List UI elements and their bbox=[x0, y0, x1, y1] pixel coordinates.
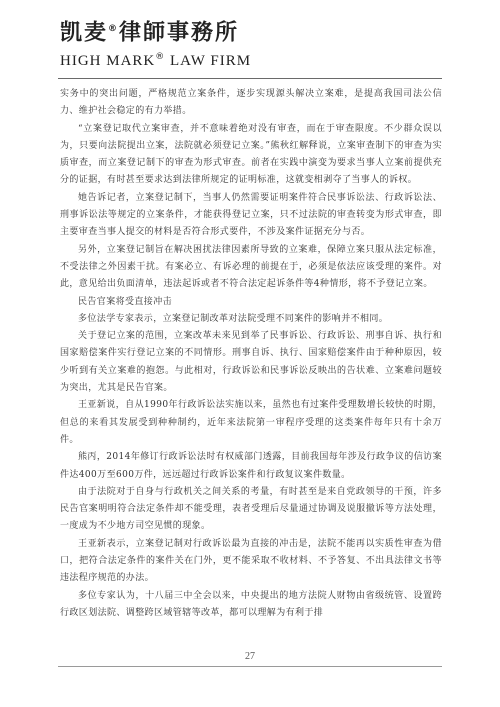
footer-divider bbox=[58, 666, 442, 667]
paragraph: 熊丙，2014年修订行政诉讼法时有权威部门透露，目前我国每年涉及行政争议的信访案件达400万至600万件，远远超过行政诉讼案件和行政复议案件数量。 bbox=[60, 452, 442, 480]
logo-english-part-a: HIGH MARK bbox=[60, 53, 156, 70]
header-divider bbox=[58, 78, 442, 79]
logo-english-part-b: LAW FIRM bbox=[170, 53, 252, 70]
paragraph: 多位专家认为，十八届三中全会以来，中央提出的地方法院人财物由省级统管、设置跨行政区划法院、调整跨区域管辖等改革，都可以理解为有利于排 bbox=[60, 590, 442, 618]
logo-chinese-part-b: 律師事務所 bbox=[119, 19, 240, 46]
registered-mark-icon: ® bbox=[108, 24, 120, 34]
law-firm-logo bbox=[60, 16, 260, 76]
paragraph: 王亚新说，自从1990年行政诉讼法实施以来，虽然也有过案件受理数增长较快的时期，但总的来看其发展受到种种制约，近年来法院第一审程序受理的这类案件每年只有十余万件。 bbox=[60, 400, 442, 445]
document-body bbox=[60, 86, 442, 622]
paragraph: 她告诉记者，立案登记制下，当事人仍然需要证明案件符合民事诉讼法、行政诉讼法、刑事诉讼法等规定的立案条件，才能获得登记立案，只不过法院的审查转变为形式审查，即主要审查当事人提交的材料是否符合形式要件，不涉及案件证据充分与否。 bbox=[60, 192, 442, 238]
paragraph: 由于法院对于自身与行政机关之间关系的考量，有时甚至是来自党政领导的干预，许多民告官案明明符合法定条件却不能受理，表者受理后尽量通过协调及说服撤诉等方法处理，一度成为不少地方司空见惯的现象。 bbox=[60, 486, 442, 532]
paragraph: 王亚新表示，立案登记制对行政诉讼最为直接的冲击是，法院不能再以实质性审查为借口，把符合法定条件的案件关在门外，更不能采取不收材料、不予答复、不出具法律文书等违法程序规范的办法。 bbox=[60, 538, 442, 584]
paragraph: 多位法学专家表示，立案登记制改革对法院受理不同案件的影响并不相同。 bbox=[78, 313, 389, 324]
logo-english-name bbox=[60, 47, 260, 71]
paragraph: “立案登记取代立案审查，并不意味着绝对没有审查，而在于审查限度。不少群众误以为，只要向法院提出立案，法院就必须登记立案。”熊秋红解释说，立案审查制下的审查为实质审查，而立案登记制下的审查为形式审查。前者在实践中演变为要求当事人立案前提供充分的证据，有时甚至要求达到法律所规定的证明标准，这就变相剥夺了当事人的诉权。 bbox=[60, 123, 442, 186]
paragraph: 另外，立案登记制旨在解决困扰法律因素所导致的立案难，保障立案只服从法定标准，不受法律之外因素干扰。有案必立、有诉必理的前提在于，必须是依法应该受理的案件。对此，意见给出负面清单，违法起诉或者不符合法定起诉条件等4种情形，将不予登记立案。 bbox=[60, 244, 442, 290]
logo-chinese-name bbox=[60, 16, 260, 45]
section-heading: 民告官案将受直接冲击 bbox=[78, 296, 173, 307]
registered-mark-icon-en: ® bbox=[155, 52, 166, 63]
paragraph: 关于登记立案的范围，立案改革未来见到举了民事诉讼、行政诉讼、刑事自诉、执行和国家赔偿案件实行登记立案的不同情形。刑事自诉、执行、国家赔偿案件由于种种原因，较少听到有关立案难的抱怨。与此相对，行政诉讼和民事诉讼反映出的告状难、立案难问题较为突出，尤其是民告官案。 bbox=[60, 331, 442, 394]
paragraph: 实务中的突出问题，严格规范立案条件，逐步实现源头解决立案难，是提高我国司法公信力、维护社会稳定的有力举措。 bbox=[60, 89, 442, 117]
logo-chinese-part-a: 凯麦 bbox=[60, 19, 109, 46]
page-number: 27 bbox=[245, 651, 255, 662]
